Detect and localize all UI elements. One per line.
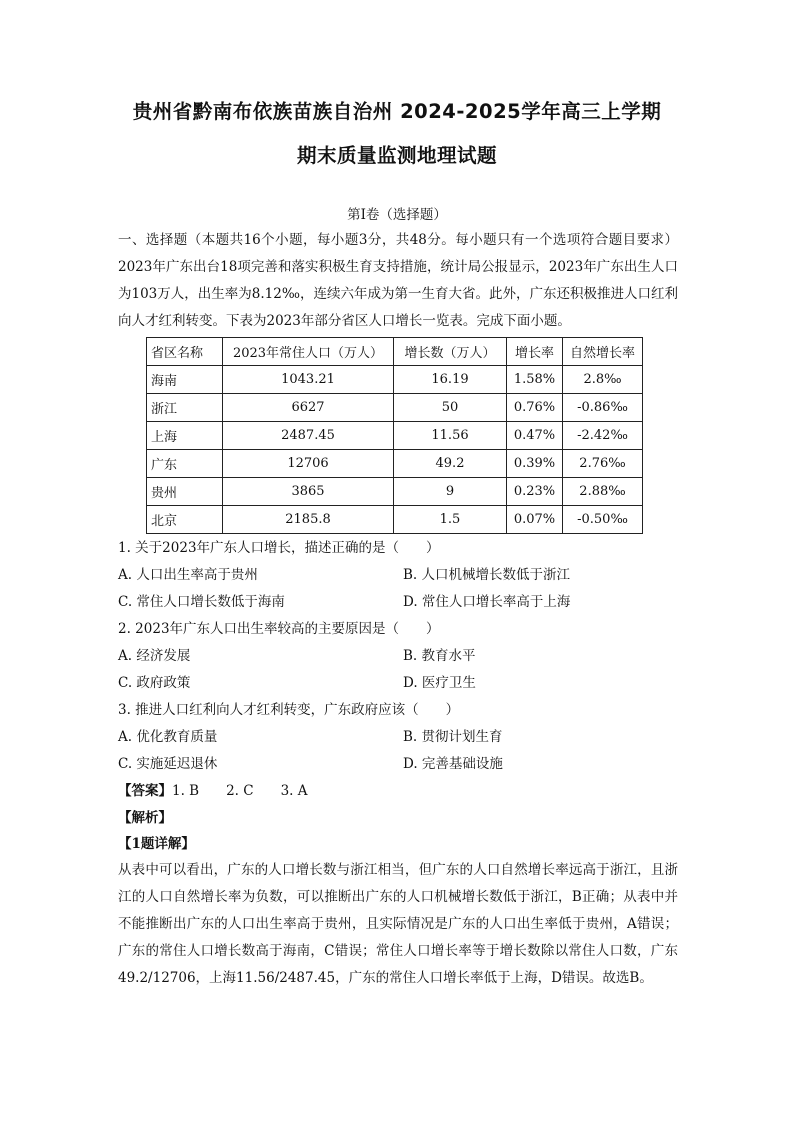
table-cell: -2.42‰: [563, 422, 643, 450]
table-cell: 11.56: [394, 422, 507, 450]
table-cell: 1.58%: [507, 366, 563, 394]
table-header-cell: 增长率: [507, 338, 563, 366]
population-table: [146, 337, 643, 534]
answer-line: [118, 779, 308, 799]
table-row: [147, 394, 643, 422]
question-2-option-d: D. 医疗卫生: [403, 675, 476, 691]
table-cell: 9: [394, 478, 507, 506]
question-3-option-d: D. 完善基础设施: [403, 756, 503, 772]
table-cell: 16.19: [394, 366, 507, 394]
table-cell: 0.07%: [507, 506, 563, 534]
table-cell: 2.8‰: [563, 366, 643, 394]
table-cell: 0.47%: [507, 422, 563, 450]
table-cell: 0.23%: [507, 478, 563, 506]
intro-paragraph: 一、选择题（本题共16个小题，每小题3分，共48分。每小题只有一个选项符合题目要求）2023年广东出台18项完善和落实积极生育支持措施，统计局公报显示，2023年广东出生人口为103万人，出生率为8.12‰，连续六年成为第一生育大省。此外，广东还积极推进人口红利向人才红利转变。下表为2023年部分省区人口增长一览表。完成下面小题。: [118, 232, 678, 329]
question-3-option-c: C. 实施延迟退休: [118, 756, 218, 772]
table-cell: 上海: [147, 422, 223, 450]
question-1-stem: 1. 关于2023年广东人口增长，描述正确的是（ ）: [118, 540, 440, 556]
answer-text: 1. B 2. C 3. A: [172, 783, 308, 799]
table-cell: 0.76%: [507, 394, 563, 422]
question-1-option-a: A. 人口出生率高于贵州: [118, 567, 258, 583]
table-header-cell: 自然增长率: [563, 338, 643, 366]
table-cell: 2.76‰: [563, 450, 643, 478]
table-cell: 49.2: [394, 450, 507, 478]
question-2-option-b: B. 教育水平: [403, 648, 476, 664]
question-1-option-d: D. 常住人口增长率高于上海: [403, 594, 571, 610]
question-2-stem: 2. 2023年广东人口出生率较高的主要原因是（ ）: [118, 621, 440, 637]
table-cell: 50: [394, 394, 507, 422]
answer-label: 【答案】: [118, 783, 172, 799]
question-1-option-b: B. 人口机械增长数低于浙江: [403, 567, 571, 583]
table-row: [147, 506, 643, 534]
table-header-row: [147, 338, 643, 366]
table-cell: 贵州: [147, 478, 223, 506]
table-row: [147, 366, 643, 394]
table-cell: 1.5: [394, 506, 507, 534]
table-cell: -0.86‰: [563, 394, 643, 422]
table-cell: 浙江: [147, 394, 223, 422]
table-row: [147, 422, 643, 450]
doc-title-line2: 期末质量监测地理试题: [296, 144, 497, 167]
table-row: [147, 450, 643, 478]
table-row: [147, 478, 643, 506]
table-header-cell: 增长数（万人）: [394, 338, 507, 366]
doc-title-line1: 贵州省黔南布依族苗族自治州 2024-2025学年高三上学期: [132, 100, 662, 123]
detail-paragraph: 从表中可以看出，广东的人口增长数与浙江相当，但广东的人口自然增长率远高于浙江，且浙江的人口自然增长率为负数，可以推断出广东的人口机械增长数低于浙江，B正确；从表中并不能推断出广东的人口出生率高于贵州，且实际情况是广东的人口出生率低于贵州，A错误；广东的常住人口增长数高于海南，C错误；常住人口增长率等于增长数除以常住人口数，广东49.2/12706，上海11.56/2487.45，广东的常住人口增长率低于上海，D错误。故选B。: [118, 862, 678, 986]
question-3-stem: 3. 推进人口红利向人才红利转变，广东政府应该（ ）: [118, 702, 460, 718]
question-3-option-b: B. 贯彻计划生育: [403, 729, 503, 745]
table-cell: 2185.8: [223, 506, 394, 534]
table-header-cell: 2023年常住人口（万人）: [223, 338, 394, 366]
question-2-option-a: A. 经济发展: [118, 648, 191, 664]
table-cell: -0.50‰: [563, 506, 643, 534]
table-cell: 12706: [223, 450, 394, 478]
table-cell: 广东: [147, 450, 223, 478]
table-cell: 2.88‰: [563, 478, 643, 506]
analysis-label: 【解析】: [118, 810, 172, 826]
table-cell: 北京: [147, 506, 223, 534]
table-cell: 2487.45: [223, 422, 394, 450]
question-1-option-c: C. 常住人口增长数低于海南: [118, 594, 285, 610]
table-cell: 1043.21: [223, 366, 394, 394]
table-cell: 3865: [223, 478, 394, 506]
detail-label: 【1题详解】: [118, 836, 195, 852]
section-header: 第Ⅰ卷（选择题）: [347, 207, 447, 223]
table-cell: 0.39%: [507, 450, 563, 478]
question-3-option-a: A. 优化教育质量: [118, 729, 218, 745]
table-header-cell: 省区名称: [147, 338, 223, 366]
question-2-option-c: C. 政府政策: [118, 675, 191, 691]
table-cell: 海南: [147, 366, 223, 394]
table-cell: 6627: [223, 394, 394, 422]
